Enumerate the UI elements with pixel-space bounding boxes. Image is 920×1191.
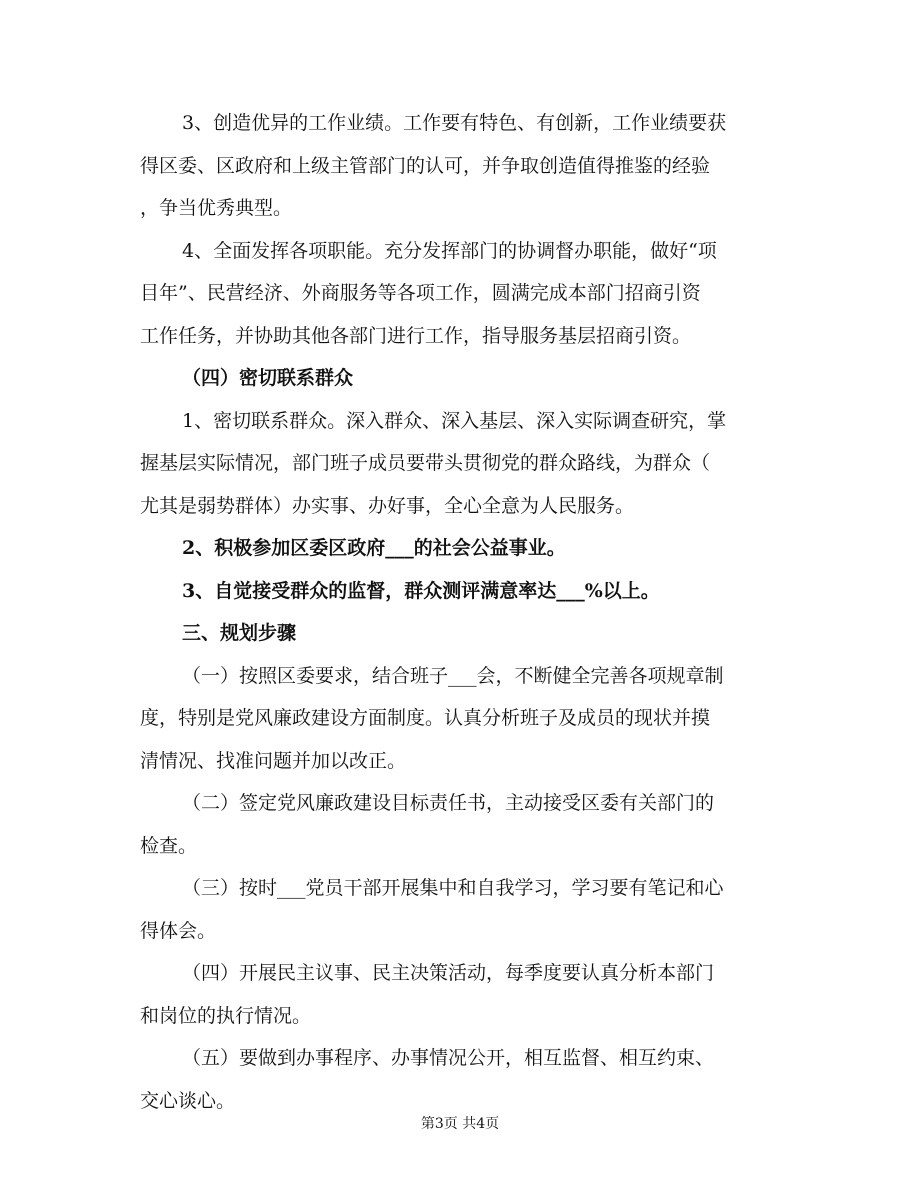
paragraph-line: 3、创造优异的工作业绩。工作要有特色、有创新，工作业绩要获 xyxy=(182,112,727,134)
paragraph-line: 三、规划步骤 xyxy=(182,622,297,644)
paragraph-continuation-line: 交心谈心。 xyxy=(140,1089,236,1112)
document-body xyxy=(140,102,782,1122)
paragraph-line: 4、全面发挥各项职能。充分发挥部门的协调督办职能，做好“项 xyxy=(182,239,717,262)
paragraph-continuation-line: 目年”、民营经济、外商服务等各项工作，圆满完成本部门招商引资 xyxy=(140,282,701,304)
paragraph-continuation-line: 检查。 xyxy=(140,834,198,857)
paragraph-line: （四）开展民主议事、民主决策活动，每季度要认真分析本部门 xyxy=(182,962,715,984)
paragraph-line: （二）签定党风廉政建设目标责任书，主动接受区委有关部门的 xyxy=(182,792,715,814)
paragraph-line: 1、密切联系群众。深入群众、深入基层、深入实际调查研究，掌 xyxy=(182,409,727,432)
paragraph-continuation-line: 工作任务，并协助其他各部门进行工作，指导服务基层招商引资。 xyxy=(140,324,692,347)
paragraph-line: （三）按时___党员干部开展集中和自我学习，学习要有笔记和心 xyxy=(182,877,724,899)
paragraph-continuation-line: 清情况、找准问题并加以改正。 xyxy=(140,749,407,772)
paragraph-continuation-line: 尤其是弱势群体）办实事、办好事，全心全意为人民服务。 xyxy=(140,494,635,517)
paragraph-continuation-line: 握基层实际情况，部门班子成员要带头贯彻党的群众路线，为群众（ xyxy=(140,452,711,474)
paragraph-continuation-line: 度，特别是党风廉政建设方面制度。认真分析班子及成员的现状并摸 xyxy=(140,707,711,729)
paragraph-line: 2、积极参加区委区政府___的社会公益事业。 xyxy=(182,537,566,559)
paragraph-line: （五）要做到办事程序、办事情况公开，相互监督、相互约束、 xyxy=(182,1047,715,1069)
paragraph-line: （四）密切联系群众 xyxy=(182,367,354,389)
page-footer: 第3页 共4页 xyxy=(420,1116,500,1132)
paragraph-continuation-line: 得体会。 xyxy=(140,919,217,942)
paragraph-continuation-line: 得区委、区政府和上级主管部门的认可，并争取创造值得推鉴的经验 xyxy=(140,154,711,177)
paragraph-line: 3、自觉接受群众的监督，群众测评满意率达___%以上。 xyxy=(182,579,660,602)
paragraph-continuation-line: 和岗位的执行情况。 xyxy=(140,1004,312,1027)
paragraph-line: （一）按照区委要求，结合班子___会，不断健全完善各项规章制 xyxy=(182,664,724,687)
paragraph-continuation-line: ，争当优秀典型。 xyxy=(140,197,293,219)
